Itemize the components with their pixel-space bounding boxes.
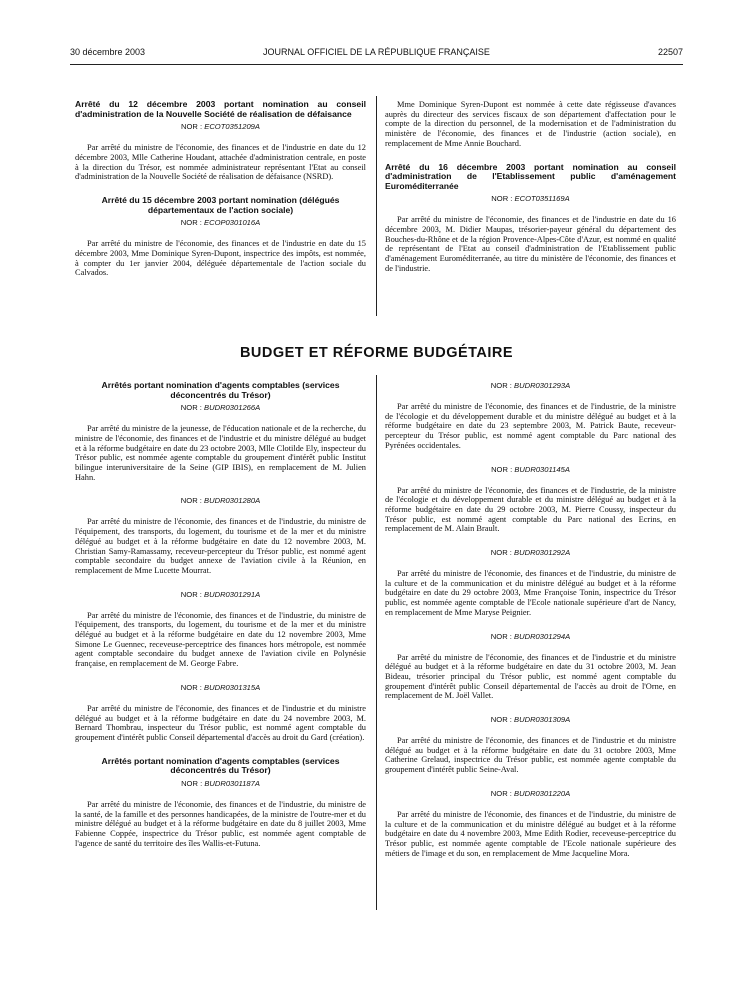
decree-text: Par arrêté du ministre de l'économie, des finances et de l'industrie, du ministre de l'équipement, des transports, du logement, du tourisme et de la mer et du ministre délégué au budget et à la réforme budgétaire en date du 12 novembre 2003, Mme Simone Le Guennec, receveuse-perceptrice des finances hors métropole, est nommée agent comptable secondaire du budget annexe de l'aviation civile en Polynésie française, en remplacement de M. George Fabre. xyxy=(75,610,366,669)
decree-text: Par arrêté du ministre de l'économie, des finances et de l'industrie, du ministre de la culture et de la communication et du ministre délégué au budget et à la réforme budgétaire en date du 4 novembre 2003, Mme Edith Rodier, receveuse-perceptrice du Trésor public, est nommée agente comptable de l'Ecole nationale supérieure des métiers de l'image et du son, en remplacement de Mme Jacqueline Mora. xyxy=(385,809,676,858)
decree-title: Arrêté du 16 décembre 2003 portant nomination au conseil d'administration de l'Etablissement public d'aménagement Euroméditerranée xyxy=(385,161,676,191)
bottom-right-column xyxy=(385,381,676,858)
nor-reference: NOR : ECOT0351209A xyxy=(181,122,260,132)
nor-reference: NOR : BUDR0301280A xyxy=(180,496,261,506)
top-right-column xyxy=(385,100,676,274)
decree-text: Par arrêté du ministre de l'économie, des finances et de l'industrie en date du 12 décembre 2003, Mlle Catherine Houdant, attachée d'administration centrale, en poste à la direction du Trésor, est nommée administrateur représentant l'Etat au conseil d'administration de la Nouvelle Société de réalisation de défaisance (NSRD). xyxy=(75,143,366,182)
nor-reference: NOR : BUDR0301294A xyxy=(490,631,571,641)
nor-reference: NOR : BUDR0301292A xyxy=(490,548,571,558)
decree-title: Arrêtés portant nomination d'agents comptables (services déconcentrés du Trésor) xyxy=(101,755,340,776)
decree-text: Par arrêté du ministre de l'économie, des finances et de l'industrie, du ministre de l'équipement, des transports, du logement, du tourisme et de la mer et du ministre délégué au budget et à la réforme budgétaire en date du 12 novembre 2003, M. Christian Samy-Ramassamy, receveur-percepteur du Trésor public, est nommé agent comptable secondaire du budget annexe de l'aviation civile à la Réunion, en remplacement de Mme Lucette Mourrat. xyxy=(75,517,366,575)
bottom-left-column xyxy=(75,381,366,848)
column-divider-bottom xyxy=(376,375,377,910)
nor-reference: NOR : BUDR0301293A xyxy=(490,381,571,390)
journal-title: JOURNAL OFFICIEL DE LA RÉPUBLIQUE FRANÇAISE xyxy=(263,47,490,57)
nor-reference: NOR : BUDR0301266A xyxy=(180,403,261,413)
page-header xyxy=(70,47,683,63)
decree-title: Arrêtés portant nomination d'agents comptables (services déconcentrés du Trésor) xyxy=(101,380,340,400)
decree-text: Par arrêté du ministre de l'économie, des finances et de l'industrie, du ministre de la santé, de la famille et des personnes handicapées, de la ministre de l'outre-mer et du ministre délégué au budget et à la réforme budgétaire en date du 8 juillet 2003, Mme Fabienne Coppée, inspectrice du Trésor public, est nommée agent comptable de l'agence de santé du territoire des îles Wallis-et-Futuna. xyxy=(75,799,366,848)
decree-text: Par arrêté du ministre de l'économie, des finances et de l'industrie et du ministre délégué au budget et à la réforme budgétaire en date du 31 octobre 2003, M. Jean Bideau, trésorier principal du Trésor public, est nommé agent comptable du groupement d'intérêt public Conseil départemental de l'accès au droit de l'Orne, en remplacement de M. Joël Vallet. xyxy=(385,652,676,701)
header-rule xyxy=(70,64,683,65)
decree-text: Par arrêté du ministre de l'économie, des finances et de l'industrie et du ministre délégué au budget et à la réforme budgétaire en date du 31 octobre 2003, Mme Catherine Grelaud, inspectrice du Trésor public, est nommée agente comptable du groupement d'intérêt public Seine-Aval. xyxy=(385,736,676,775)
decree-text: Par arrêté du ministre de l'économie, des finances et de l'industrie en date du 16 décembre 2003, M. Didier Maupas, trésorier-payeur général du département des Bouches-du-Rhône et de la région Provence-Alpes-Côte d'Azur, est nommé en qualité de représentant de l'Etat au conseil d'administration de l'Etablissement public d'aménagement Euroméditerranée, au titre du ministère de l'économie, des finances et de l'industrie. xyxy=(385,215,676,273)
nor-reference: NOR : BUDR0301291A xyxy=(180,589,261,599)
page-number: 22507 xyxy=(657,47,683,57)
nor-reference: NOR : ECOT0351169A xyxy=(491,194,570,204)
decree-text-continued: Mme Dominique Syren-Dupont est nommée à cette date régisseuse d'avances auprès du directeur des services fiscaux de son département d'affectation pour le compte de la direction du personnel, de la modernisation et de l'administration du ministère de l'économie, des finances et de l'industrie (action sociale), en remplacement de Mme Annie Bouchard. xyxy=(385,100,676,148)
nor-reference: NOR : BUDR0301309A xyxy=(490,715,571,725)
nor-reference: NOR : BUDR0301187A xyxy=(181,778,260,788)
column-divider-top xyxy=(376,96,377,316)
section-title: BUDGET ET RÉFORME BUDGÉTAIRE xyxy=(239,345,514,361)
nor-reference: NOR : BUDR0301145A xyxy=(491,464,570,474)
decree-text: Par arrêté du ministre de l'économie, des finances et de l'industrie, de la ministre de l'écologie et du développement durable et du ministre délégué au budget et à la réforme budgétaire en date du 23 septembre 2003, M. Patrick Baute, receveur-percepteur du Trésor public, est nommé agent comptable du Parc national des Pyrénées occidentales. xyxy=(385,402,676,450)
nor-reference: NOR : BUDR0301220A xyxy=(490,788,571,798)
decree-text: Par arrêté du ministre de l'économie, des finances et de l'industrie, du ministre de la culture et de la communication et du ministre délégué au budget et à la réforme budgétaire en date du 29 octobre 2003, Mme Françoise Tonin, inspectrice du Trésor public, est nommée agente comptable de l'Ecole nationale supérieure d'art de Nancy, en remplacement de Mme Maryse Peignier. xyxy=(385,569,676,617)
decree-title: Arrêté du 12 décembre 2003 portant nomination au conseil d'administration de la Nouvelle Société de réalisation de défaisance xyxy=(75,99,366,119)
issue-date: 30 décembre 2003 xyxy=(70,47,146,57)
decree-text: Par arrêté du ministre de la jeunesse, de l'éducation nationale et de la recherche, du ministre de l'économie, des finances et de l'industrie et du ministre délégué au budget et à la réforme budgétaire en date du 23 octobre 2003, Mlle Clotilde Ely, inspecteur du Trésor public, est nommée agente comptable du groupement d'intérêt public Institut bilingue interuniversitaire de la Seine (GIP IBIS), en remplacement de M. Julien Hahn. xyxy=(75,424,366,482)
nor-reference: NOR : BUDR0301315A xyxy=(180,682,261,692)
decree-title: Arrêté du 15 décembre 2003 portant nomination (délégués départementaux de l'action sociale) xyxy=(101,195,340,215)
nor-reference: NOR : ECOP0301016A xyxy=(180,218,261,228)
top-left-column xyxy=(75,100,366,278)
decree-text: Par arrêté du ministre de l'économie, des finances et de l'industrie en date du 15 décembre 2003, Mme Dominique Syren-Dupont, inspectrice des impôts, est nommée, à compter du 1er janvier 2004, déléguée départementale de l'action sociale du Calvados. xyxy=(75,239,366,278)
decree-text: Par arrêté du ministre de l'économie, des finances et de l'industrie, de la ministre de l'écologie et du développement durable et du ministre délégué au budget et à la réforme budgétaire en date du 29 octobre 2003, M. Pierre Coussy, inspecteur du Trésor public, est nommé agent comptable du Parc national des Ecrins, en remplacement de M. Alain Brault. xyxy=(385,485,676,534)
decree-text: Par arrêté du ministre de l'économie, des finances et de l'industrie et du ministre délégué au budget et à la réforme budgétaire en date du 24 novembre 2003, M. Bernard Thombrau, inspecteur du Trésor public, est nommé agent comptable du groupement d'intérêt public Conseil départemental d'accès au droit du Gard (création). xyxy=(75,703,366,742)
